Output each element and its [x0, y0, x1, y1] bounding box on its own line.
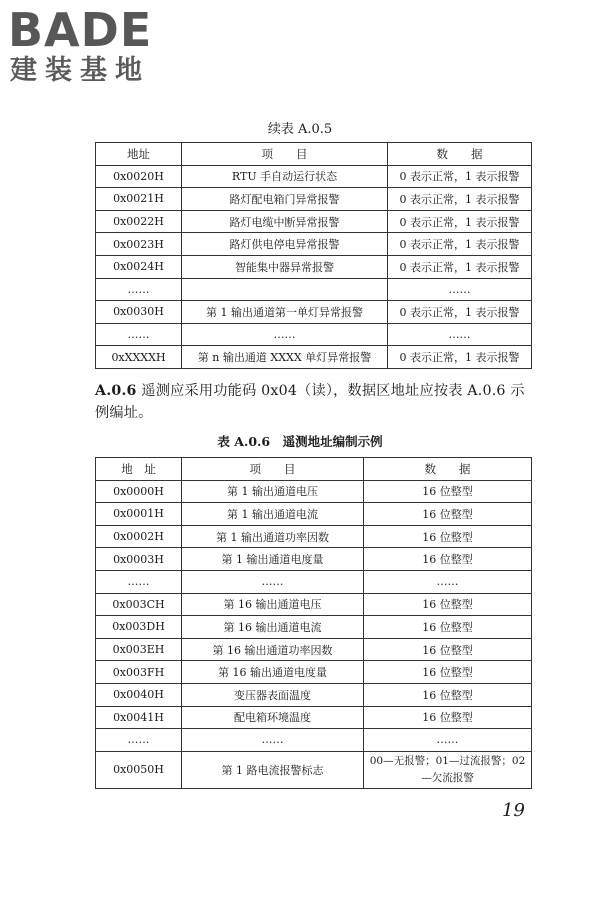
cell-data: 0 表示正常，1 表示报警 — [388, 301, 532, 324]
cell-item: 第 16 输出通道电压 — [182, 593, 364, 616]
cell-address: 0x0023H — [96, 233, 182, 256]
table2-header-item: 项 目 — [182, 458, 364, 481]
table1 — [95, 142, 532, 369]
cell-data: 16 位整型 — [364, 525, 532, 548]
cell-address: 0x0001H — [96, 503, 182, 526]
cell-item: …… — [182, 323, 388, 346]
cell-item: 变压器表面温度 — [182, 683, 364, 706]
cell-address: …… — [96, 278, 182, 301]
paragraph-number: A.0.6 — [95, 383, 137, 399]
table-row — [96, 570, 532, 593]
cell-data: 00—无报警；01—过流报警；02—欠流报警 — [364, 751, 532, 788]
table1-header-row — [96, 143, 532, 166]
cell-address: 0x0021H — [96, 188, 182, 211]
cell-item: 第 1 输出通道电流 — [182, 503, 364, 526]
logo — [8, 3, 178, 86]
cell-data: 16 位整型 — [364, 683, 532, 706]
cell-address: 0x003DH — [96, 616, 182, 639]
table-row — [96, 503, 532, 526]
cell-address: 0x003CH — [96, 593, 182, 616]
cell-data: 0 表示正常，1 表示报警 — [388, 165, 532, 188]
cell-data: 16 位整型 — [364, 706, 532, 729]
page-number: 19 — [502, 800, 525, 821]
paragraph-a06 — [95, 380, 535, 424]
cell-item: 路灯配电箱门异常报警 — [182, 188, 388, 211]
table-row — [96, 323, 532, 346]
cell-data: 16 位整型 — [364, 548, 532, 571]
cell-item: …… — [182, 570, 364, 593]
cell-address: 0x0003H — [96, 548, 182, 571]
cell-item: 智能集中器异常报警 — [182, 255, 388, 278]
table-row — [96, 346, 532, 369]
cell-item: 第 1 输出通道电度量 — [182, 548, 364, 571]
cell-data: 0 表示正常，1 表示报警 — [388, 346, 532, 369]
cell-address: 0x0022H — [96, 210, 182, 233]
paragraph-text: 遥测应采用功能码 0x04（读），数据区地址应按表 A.0.6 示例编址。 — [95, 383, 525, 421]
cell-data: …… — [388, 323, 532, 346]
cell-item: 第 n 输出通道 XXXX 单灯异常报警 — [182, 346, 388, 369]
cell-data: 0 表示正常，1 表示报警 — [388, 188, 532, 211]
cell-address: …… — [96, 570, 182, 593]
table1-caption: 续表 A.0.5 — [267, 122, 333, 137]
table2-header-row — [96, 458, 532, 481]
cell-item: 第 16 输出通道功率因数 — [182, 638, 364, 661]
table-row — [96, 188, 532, 211]
cell-item: 第 1 路电流报警标志 — [182, 751, 364, 788]
table-row — [96, 593, 532, 616]
table-row — [96, 548, 532, 571]
table-row — [96, 165, 532, 188]
cell-address: 0x0030H — [96, 301, 182, 324]
table-row — [96, 638, 532, 661]
cell-address: …… — [96, 729, 182, 752]
cell-address: 0x0024H — [96, 255, 182, 278]
cell-data: 16 位整型 — [364, 616, 532, 639]
table-row — [96, 233, 532, 256]
cell-address: 0x0040H — [96, 683, 182, 706]
table1-header-item: 项 目 — [182, 143, 388, 166]
cell-data: …… — [388, 278, 532, 301]
cell-address: 0x0041H — [96, 706, 182, 729]
table2 — [95, 457, 532, 789]
table-row — [96, 616, 532, 639]
table-row — [96, 278, 532, 301]
cell-address: …… — [96, 323, 182, 346]
cell-item: 第 1 输出通道功率因数 — [182, 525, 364, 548]
logo-wordmark: BADE — [8, 3, 153, 57]
table2-header-address: 地 址 — [96, 458, 182, 481]
cell-data: …… — [364, 729, 532, 752]
cell-item: 路灯供电停电异常报警 — [182, 233, 388, 256]
cell-address: 0x003FH — [96, 661, 182, 684]
cell-item: RTU 手自动运行状态 — [182, 165, 388, 188]
table1-header-data: 数 据 — [388, 143, 532, 166]
cell-item: 第 1 输出通道电压 — [182, 480, 364, 503]
table2-caption: 表 A.0.6 遥测地址编制示例 — [217, 434, 383, 449]
cell-item: 第 16 输出通道电流 — [182, 616, 364, 639]
table-row — [96, 525, 532, 548]
table-row — [96, 751, 532, 788]
cell-item — [182, 278, 388, 301]
cell-data: 0 表示正常，1 表示报警 — [388, 233, 532, 256]
cell-data: 0 表示正常，1 表示报警 — [388, 255, 532, 278]
cell-data: 16 位整型 — [364, 480, 532, 503]
table-row — [96, 706, 532, 729]
cell-data: 16 位整型 — [364, 503, 532, 526]
table-row — [96, 729, 532, 752]
table2-header-data: 数 据 — [364, 458, 532, 481]
table-row — [96, 210, 532, 233]
table-row — [96, 301, 532, 324]
cell-address: 0xXXXXH — [96, 346, 182, 369]
table1-header-address: 地址 — [96, 143, 182, 166]
cell-address: 0x003EH — [96, 638, 182, 661]
table-row — [96, 683, 532, 706]
table-row — [96, 480, 532, 503]
cell-address: 0x0020H — [96, 165, 182, 188]
logo-subtitle: 建装基地 — [10, 55, 150, 86]
cell-item: 配电箱环境温度 — [182, 706, 364, 729]
cell-address: 0x0002H — [96, 525, 182, 548]
cell-item: 路灯电缆中断异常报警 — [182, 210, 388, 233]
cell-address: 0x0000H — [96, 480, 182, 503]
table-row — [96, 661, 532, 684]
cell-data: 0 表示正常，1 表示报警 — [388, 210, 532, 233]
cell-item: 第 16 输出通道电度量 — [182, 661, 364, 684]
cell-item: 第 1 输出通道第一单灯异常报警 — [182, 301, 388, 324]
cell-data: …… — [364, 570, 532, 593]
cell-item: …… — [182, 729, 364, 752]
cell-data: 16 位整型 — [364, 661, 532, 684]
table-row — [96, 255, 532, 278]
cell-data: 16 位整型 — [364, 638, 532, 661]
cell-data: 16 位整型 — [364, 593, 532, 616]
cell-address: 0x0050H — [96, 751, 182, 788]
